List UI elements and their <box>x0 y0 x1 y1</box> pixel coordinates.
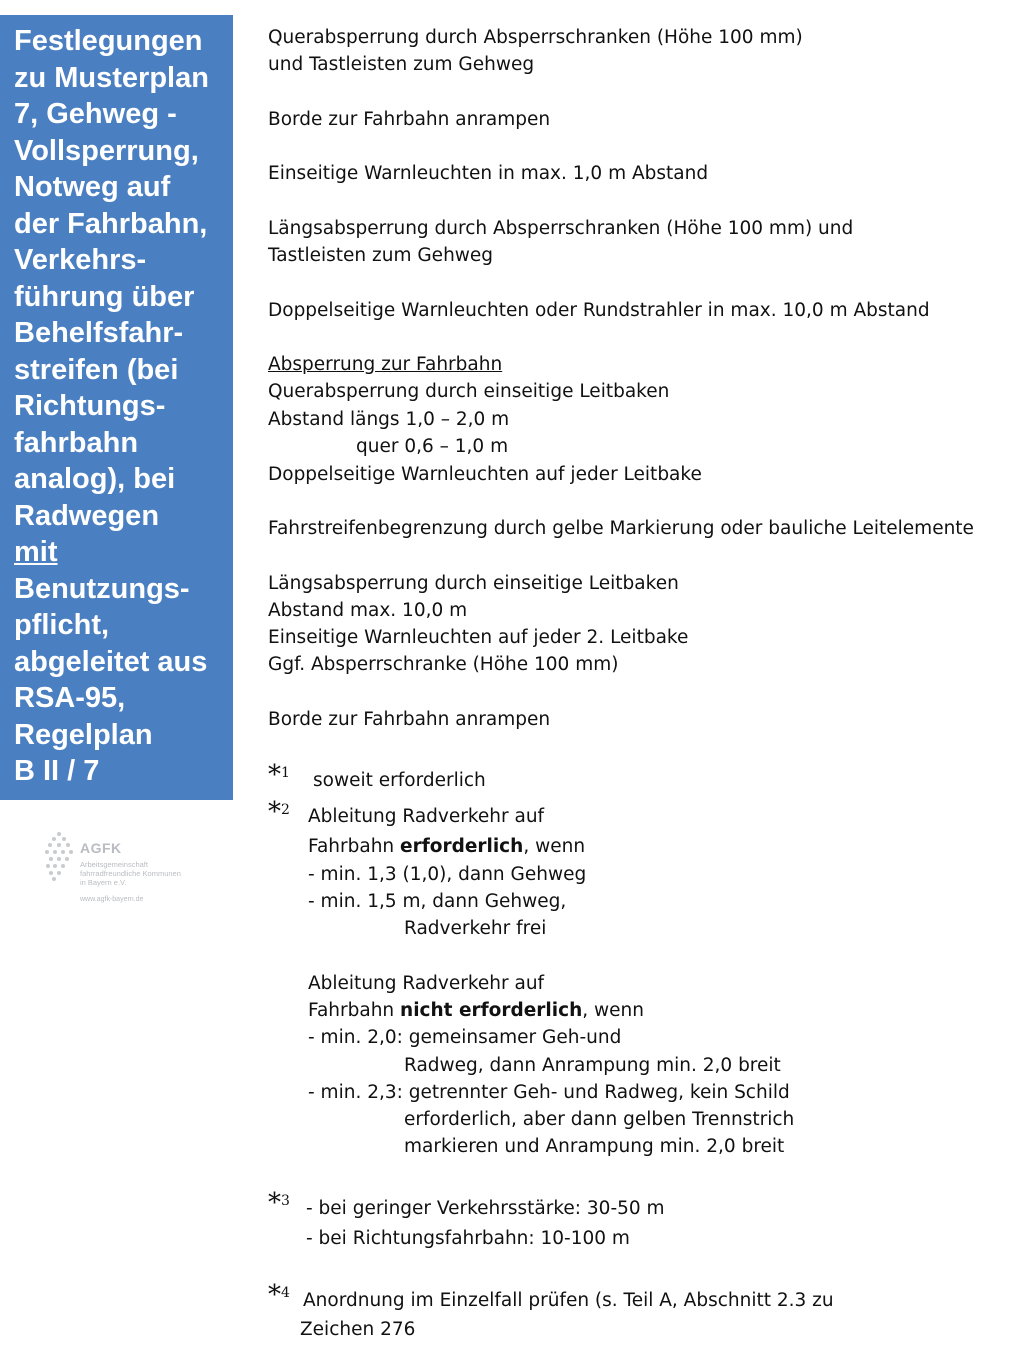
text-line: quer 0,6 – 1,0 m <box>356 436 509 457</box>
footnote-marker-4: *$^4$ <box>268 1280 290 1310</box>
footnote-4-line: Zeichen 276 <box>300 1319 416 1340</box>
logo-subtitle-line: in Bayern e.V. <box>80 878 127 887</box>
text-line: Querabsperrung durch Absperrschranken (Höhe 100 mm) <box>268 27 803 48</box>
title-line: 7, Gehweg - <box>14 98 177 130</box>
title-line: Festlegungen <box>14 25 203 57</box>
footnote-marker-1: *$^1$ <box>268 760 290 790</box>
footnote-marker-2: *$^2$ <box>268 797 290 827</box>
title-line: der Fahrbahn, <box>14 207 208 240</box>
title-panel <box>0 15 233 800</box>
title-line: streifen (bei <box>14 353 179 386</box>
text-line: Querabsperrung durch einseitige Leitbaken <box>268 381 670 402</box>
footnote-2-line: Ableitung Radverkehr auf <box>308 973 545 994</box>
title-line: Vollsperrung, <box>14 134 199 167</box>
agfk-logo-mark-icon <box>42 830 76 882</box>
text-line: Längsabsperrung durch Absperrschranken (Höhe 100 mm) und <box>268 218 854 239</box>
title-line: Notweg auf <box>14 171 171 203</box>
text-line: Einseitige Warnleuchten auf jeder 2. Leitbake <box>268 627 689 648</box>
title-line: pflicht, <box>14 609 110 641</box>
footnote-2-line: Radweg, dann Anrampung min. 2,0 breit <box>404 1055 781 1076</box>
text-line: Ggf. Absperrschranke (Höhe 100 mm) <box>268 654 619 675</box>
logo-url: www.agfk-bayern.de <box>80 896 144 903</box>
title-line: führung über <box>14 280 195 313</box>
title-line: RSA-95, <box>14 682 126 714</box>
text-line: Fahrstreifenbegrenzung durch gelbe Markierung oder bauliche Leitelemente <box>268 518 974 539</box>
title-line: zu Musterplan <box>14 61 209 94</box>
text-line: Einseitige Warnleuchten in max. 1,0 m Abstand <box>268 163 709 184</box>
logo-subtitle-line: fahrradfreundliche Kommunen <box>80 869 181 878</box>
footnote-3-line: - bei geringer Verkehrsstärke: 30-50 m <box>306 1198 665 1219</box>
footnote-2-line: Fahrbahn erforderlich, wenn <box>308 836 586 857</box>
footnote-2-line: - min. 2,3: getrennter Geh- und Radweg, kein Schild <box>308 1082 790 1103</box>
agfk-logo <box>42 830 202 910</box>
text-line: Tastleisten zum Gehweg <box>268 245 494 266</box>
text-line: Abstand längs 1,0 – 2,0 m <box>268 409 510 430</box>
text-line: Abstand max. 10,0 m <box>268 600 468 621</box>
text-line: Längsabsperrung durch einseitige Leitbaken <box>268 573 679 594</box>
logo-name: AGFK <box>80 840 122 856</box>
title-line: Verkehrs- <box>14 244 147 276</box>
title-line: B II / 7 <box>14 755 100 787</box>
title-line-underlined: mit <box>14 536 58 568</box>
footnote-1-text: soweit erforderlich <box>313 770 486 791</box>
footnote-2-line: Fahrbahn nicht erforderlich, wenn <box>308 1000 644 1021</box>
footnote-3-line: - bei Richtungsfahrbahn: 10-100 m <box>306 1228 630 1249</box>
title-line: Behelfsfahr- <box>14 317 184 349</box>
title-line: Radwegen <box>14 499 160 532</box>
footnote-4-line: Anordnung im Einzelfall prüfen (s. Teil A, Abschnitt 2.3 zu <box>303 1290 834 1311</box>
footnote-2-line: - min. 1,5 m, dann Gehweg, <box>308 891 567 912</box>
footnote-2-line: erforderlich, aber dann gelben Trennstrich <box>404 1109 795 1130</box>
footnote-2-line: - min. 1,3 (1,0), dann Gehweg <box>308 864 587 885</box>
section-heading: Absperrung zur Fahrbahn <box>268 354 503 375</box>
title-line: abgeleitet aus <box>14 645 208 678</box>
text-line: Doppelseitige Warnleuchten auf jeder Leitbake <box>268 464 702 485</box>
footnote-2-line: Radverkehr frei <box>404 918 547 939</box>
logo-subtitle <box>80 860 181 887</box>
slide-title <box>14 23 233 790</box>
logo-subtitle-line: Arbeitsgemeinschaft <box>80 860 148 869</box>
title-line: Benutzungs- <box>14 572 190 605</box>
title-line: Richtungs- <box>14 390 166 422</box>
footnote-marker-3: *$^3$ <box>268 1188 290 1218</box>
text-line: und Tastleisten zum Gehweg <box>268 54 535 75</box>
text-line: Borde zur Fahrbahn anrampen <box>268 109 551 130</box>
title-line: analog), bei <box>14 463 176 495</box>
footnote-2-line: - min. 2,0: gemeinsamer Geh-und <box>308 1027 622 1048</box>
footnote-2-line: markieren und Anrampung min. 2,0 breit <box>404 1136 785 1157</box>
title-line: Regelplan <box>14 718 153 751</box>
text-line: Doppelseitige Warnleuchten oder Rundstrahler in max. 10,0 m Abstand <box>268 300 930 321</box>
footnote-2-line: Ableitung Radverkehr auf <box>308 806 545 827</box>
text-line: Borde zur Fahrbahn anrampen <box>268 709 551 730</box>
title-line: fahrbahn <box>14 426 139 459</box>
